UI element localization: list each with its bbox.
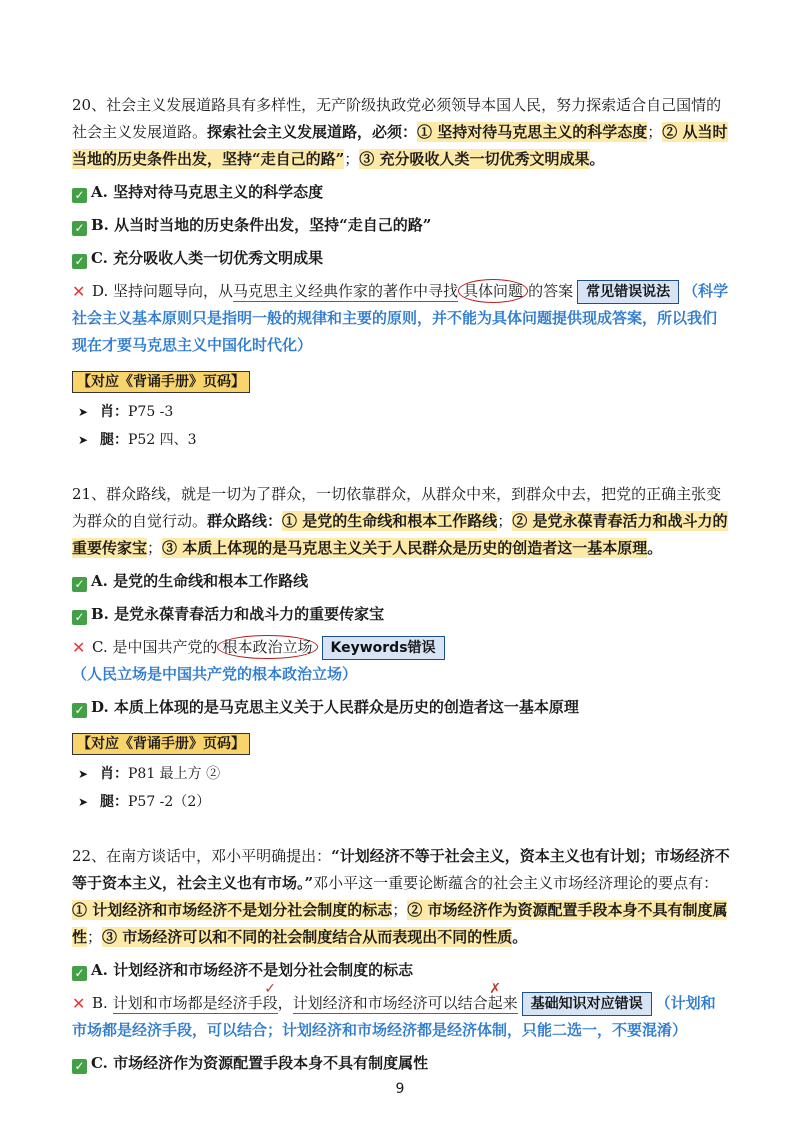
highlight-point-2: ② 从当时当地的历史条件出发，坚持“走自己的路”	[72, 123, 728, 168]
explanation-text: （计划和市场都是经济手段，可以结合；计划经济和市场经济都是经济体制，只能二选一，不要混淆）	[72, 994, 716, 1039]
separator: ；	[647, 123, 663, 141]
reference-item	[78, 399, 730, 425]
option-b	[72, 601, 730, 628]
cross-icon: ✕	[72, 994, 86, 1013]
reference-label: 【对应《背诵手册》页码】	[72, 371, 250, 393]
option-c	[72, 634, 730, 688]
reference-item-value: P81 最上方 ②	[128, 766, 221, 782]
option-d	[72, 278, 730, 359]
reference-item	[78, 789, 730, 815]
check-icon: ✓	[72, 1059, 87, 1074]
reference-item	[78, 427, 730, 453]
stem-end: 。	[512, 928, 528, 946]
explanation-text: （科学社会主义基本原则只是指明一般的规律和主要的原则，并不能为具体问题提供现成答案，所以我们现在才要马克思主义中国化时代化）	[72, 282, 729, 354]
option-text: A. 计划经济和市场经济不是划分社会制度的标志	[91, 961, 414, 979]
option-text: C. 充分吸收人类一切优秀文明成果	[91, 249, 324, 267]
option-c	[72, 1050, 730, 1077]
underlined-text: 马克思主义经典作家的著作中寻找	[233, 282, 459, 300]
underlined-text	[292, 981, 518, 1014]
stem-end: 。	[647, 539, 663, 557]
option-text: D. 本质上体现的是马克思主义关于人民群众是历史的创造者这一基本原理	[91, 698, 579, 716]
check-icon: ✓	[72, 254, 87, 269]
stem-text: 20、社会主义发展道路具有多样性，无产阶级执政党必须领导本国人民，努力探索适合自己国情的社会主义发展道路。	[72, 96, 722, 141]
separator: ；	[344, 150, 360, 168]
highlight-point-1: ① 坚持对待马克思主义的科学态度	[417, 123, 648, 141]
error-type-tag: 基础知识对应错误	[522, 992, 652, 1016]
handwritten-tick-icon: ✓	[264, 981, 276, 997]
question-21	[72, 481, 730, 815]
tick-mark	[262, 981, 278, 1017]
highlight-point-3: ③ 本质上体现的是马克思主义关于人民群众是历史的创造者这一基本原理	[162, 539, 648, 557]
cross-icon: ✕	[72, 638, 86, 657]
stem-bold-text: 探索社会主义发展道路，必须：	[207, 123, 418, 141]
check-icon: ✓	[72, 610, 87, 625]
option-b	[72, 981, 730, 1044]
check-icon: ✓	[72, 577, 87, 592]
underlined-part: 计划和市场都是经济手	[112, 994, 263, 1012]
reference-item-value: P75 -3	[128, 404, 174, 420]
document-page	[72, 92, 730, 1105]
option-text: C. 市场经济作为资源配置手段本身不具有制度属性	[91, 1054, 429, 1072]
check-icon: ✓	[72, 966, 87, 981]
option-b	[72, 212, 730, 239]
question-stem	[72, 92, 730, 173]
separator: ；	[497, 512, 513, 530]
underlined-part: 起	[487, 994, 503, 1012]
arrow-bullet-icon: ➤	[78, 795, 89, 809]
check-icon: ✓	[72, 188, 87, 203]
option-a	[72, 957, 730, 984]
option-c	[72, 245, 730, 272]
highlight-point-2: ② 市场经济作为资源配置手段本身不具有制度属性	[72, 901, 728, 946]
underlined-part: 计划经济和市场经济可以结合	[292, 994, 488, 1012]
stem-bold-text: 群众路线：	[207, 512, 283, 530]
check-icon: ✓	[72, 703, 87, 718]
stem-text: 邓小平这一重要论断蕴含的社会主义市场经济理论的要点有：	[313, 874, 719, 892]
question-stem	[72, 481, 730, 562]
option-text: B. 从当时当地的历史条件出发，坚持“走自己的路”	[91, 216, 432, 234]
question-stem	[72, 843, 730, 951]
arrow-bullet-icon: ➤	[78, 433, 89, 447]
option-text: 的答案	[528, 282, 574, 300]
reference-item-value: P52 四、3	[128, 432, 197, 448]
option-text: C. 是中国共产党的	[92, 638, 218, 656]
underlined-part: 来	[502, 994, 518, 1012]
highlight-point-1: ① 是党的生命线和根本工作路线	[282, 512, 498, 530]
highlight-point-1: ① 计划经济和市场经济不是划分社会制度的标志	[72, 901, 393, 919]
stem-bold-quote: “计划经济不等于社会主义，资本主义也有计划；市场经济不等于资本主义，社会主义也有市场。”	[72, 847, 730, 892]
option-text: ，	[277, 994, 293, 1012]
option-text: A. 坚持对待马克思主义的科学态度	[91, 183, 324, 201]
arrow-bullet-icon: ➤	[78, 405, 89, 419]
stem-text: 22、在南方谈话中，邓小平明确提出：	[72, 847, 332, 865]
question-20	[72, 92, 730, 453]
explanation-text: （人民立场是中国共产党的根本政治立场）	[72, 665, 358, 683]
reference-item-label: 肖：	[100, 766, 128, 782]
option-d	[72, 694, 730, 721]
highlight-point-3: ③ 充分吸收人类一切优秀文明成果	[359, 150, 590, 168]
question-22	[72, 843, 730, 1077]
option-text: B. 是党永葆青春活力和战斗力的重要传家宝	[91, 605, 385, 623]
option-text: B.	[92, 994, 113, 1012]
cross-mark	[487, 981, 503, 1017]
stem-text: 21、群众路线，就是一切为了群众，一切依靠群众，从群众中来，到群众中去，把党的正确主张变为群众的自觉行动。	[72, 485, 722, 530]
reference-item	[78, 761, 730, 787]
error-type-tag: Keywords错误	[322, 636, 445, 660]
option-a	[72, 179, 730, 206]
page-number: 9	[395, 1081, 405, 1097]
option-text: D. 坚持问题导向，从	[92, 282, 234, 300]
underlined-text	[112, 981, 278, 1014]
circled-text: 根本政治立场	[217, 635, 317, 659]
reference-item-label: 肖：	[100, 404, 128, 420]
reference-item-label: 腿：	[100, 794, 128, 810]
separator: ；	[87, 928, 103, 946]
option-text: A. 是党的生命线和根本工作路线	[91, 572, 309, 590]
reference-label: 【对应《背诵手册》页码】	[72, 733, 250, 755]
arrow-bullet-icon: ➤	[78, 767, 89, 781]
reference-item-label: 腿：	[100, 432, 128, 448]
error-type-tag: 常见错误说法	[577, 280, 679, 304]
highlight-point-2: ② 是党永葆青春活力和战斗力的重要传家宝	[72, 512, 728, 557]
handwritten-cross-icon: ✗	[489, 981, 501, 997]
highlight-point-3: ③ 市场经济可以和不同的社会制度结合从而表现出不同的性质	[102, 928, 513, 946]
reference-item-value: P57 -2（2）	[128, 794, 211, 810]
cross-icon: ✕	[72, 282, 86, 301]
circled-text: 具体问题	[458, 279, 528, 303]
option-a	[72, 568, 730, 595]
stem-end: 。	[589, 150, 605, 168]
underlined-part: 段	[262, 994, 278, 1012]
check-icon: ✓	[72, 221, 87, 236]
separator: ；	[392, 901, 408, 919]
separator: ；	[147, 539, 163, 557]
